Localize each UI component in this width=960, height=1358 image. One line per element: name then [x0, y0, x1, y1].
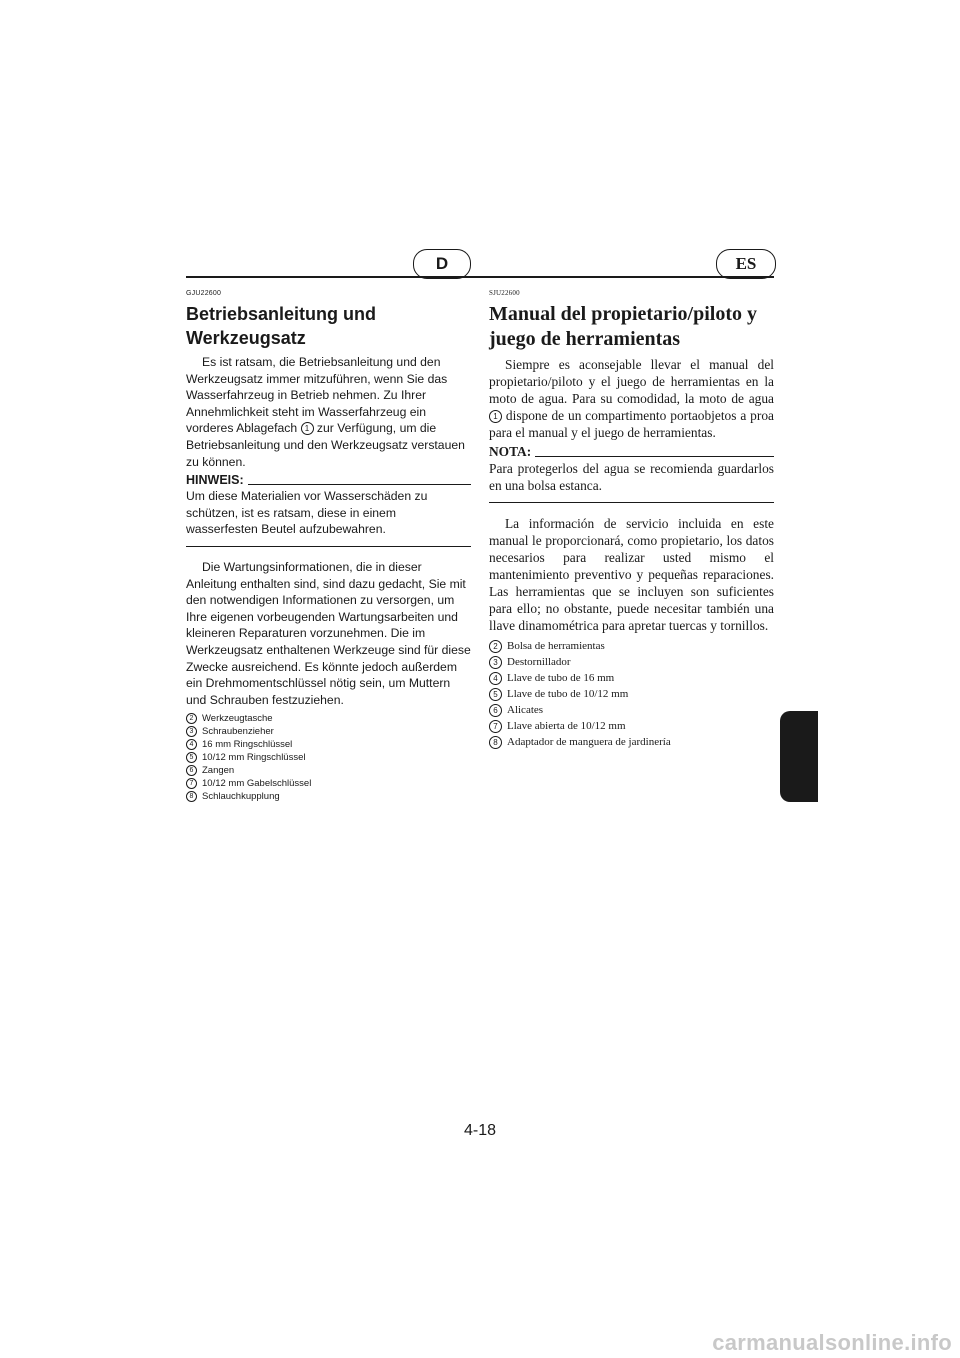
legend-item: 7 Llave abierta de 10/12 mm [489, 718, 774, 734]
maintenance-paragraph: La información de servicio incluida en este manual le proporcionará, como propietario, los datos necesarios para realizar usted mismo el mantenimiento preventivo y pequeñas reparaciones. Las herramientas que se incluyen son suficientes para ello; no obstante, puede necesitar también una llave dinamométrica para apretar tuercas y tornillos. [489, 516, 774, 633]
legend-item: 2 Werkzeugtasche [186, 712, 471, 725]
intro-paragraph: Es ist ratsam, die Betriebsanleitung und den Werkzeugsatz immer mitzuführen, wenn Sie das Wasserfahrzeug in Betrieb nehmen. Zu Ihrer Annehmlichkeit steht im Wasserfahrzeug ein vorderes Ablagefach 1 zur Verfügung, um die Betriebsanleitung und den Werkzeugsatz verstauen zu können. [186, 355, 465, 469]
header-rule [186, 276, 774, 278]
note-heading: HINWEIS: [186, 472, 471, 488]
note-end-rule [489, 502, 774, 503]
note-rule [248, 484, 471, 485]
legend-item: 2 Bolsa de herramientas [489, 638, 774, 654]
legend-item: 4 Llave de tubo de 16 mm [489, 670, 774, 686]
legend-item: 5 Llave de tubo de 10/12 mm [489, 686, 774, 702]
spanish-column [489, 289, 774, 750]
legend-item: 7 10/12 mm Gabelschlüssel [186, 777, 471, 790]
language-tab-spanish: ES [716, 249, 776, 279]
parts-legend [489, 638, 774, 750]
legend-item: 6 Alicates [489, 702, 774, 718]
section-title: Betriebsanleitung und Werkzeugsatz [186, 304, 377, 348]
section-thumb-tab [780, 711, 818, 802]
note-heading: NOTA: [489, 443, 774, 460]
legend-item: 8 Adaptador de manguera de jardinería [489, 734, 774, 750]
note-rule [535, 456, 774, 457]
parts-legend [186, 712, 471, 803]
german-column [186, 289, 471, 803]
legend-item: 5 10/12 mm Ringschlüssel [186, 751, 471, 764]
language-tab-german: D [413, 249, 471, 279]
section-code: GJU22600 [186, 290, 222, 297]
legend-item: 3 Schraubenzieher [186, 725, 471, 738]
section-title: Manual del propietario/piloto y juego de herramientas [489, 303, 757, 350]
callout-number: 1 [301, 422, 314, 435]
legend-item: 4 16 mm Ringschlüssel [186, 738, 471, 751]
note-text: Para protegerlos del agua se recomienda guardarlos en una bolsa estanca. [489, 461, 774, 493]
legend-item: 6 Zangen [186, 764, 471, 777]
note-text: Um diese Materialien vor Wasserschäden zu schützen, ist es ratsam, diese in einem wasserfesten Beutel aufzubewahren. [186, 489, 428, 537]
watermark: carmanualsonline.info [712, 1330, 952, 1355]
section-code: SJU22600 [489, 289, 520, 297]
callout-number: 1 [489, 410, 502, 423]
legend-item: 3 Destornillador [489, 654, 774, 670]
note-end-rule [186, 546, 471, 547]
page-number: 4-18 [463, 1122, 497, 1139]
maintenance-paragraph: Die Wartungsinformationen, die in dieser Anleitung enthalten sind, sind dazu gedacht, Sie mit den notwendigen Informationen zu versorgen, um Ihre eigenen vorbeugenden Wartungsarbeiten und kleineren Reparaturen vorzunehmen. Die im Werkzeugsatz enthaltenen Werkzeuge sind für diese Zwecke ausreichend. Es könnte jedoch außerdem ein Drehmomentschlüssel nötig sein, um Muttern und Schrauben festzuziehen. [186, 559, 471, 707]
intro-paragraph: Siempre es aconsejable llevar el manual del propietario/piloto y el juego de herramientas en la moto de agua. Para su comodidad, la moto de agua 1 dispone de un compartimento portaobjetos a proa para el manual y el juego de herramientas. [489, 357, 774, 440]
legend-item: 8 Schlauchkupplung [186, 790, 471, 803]
